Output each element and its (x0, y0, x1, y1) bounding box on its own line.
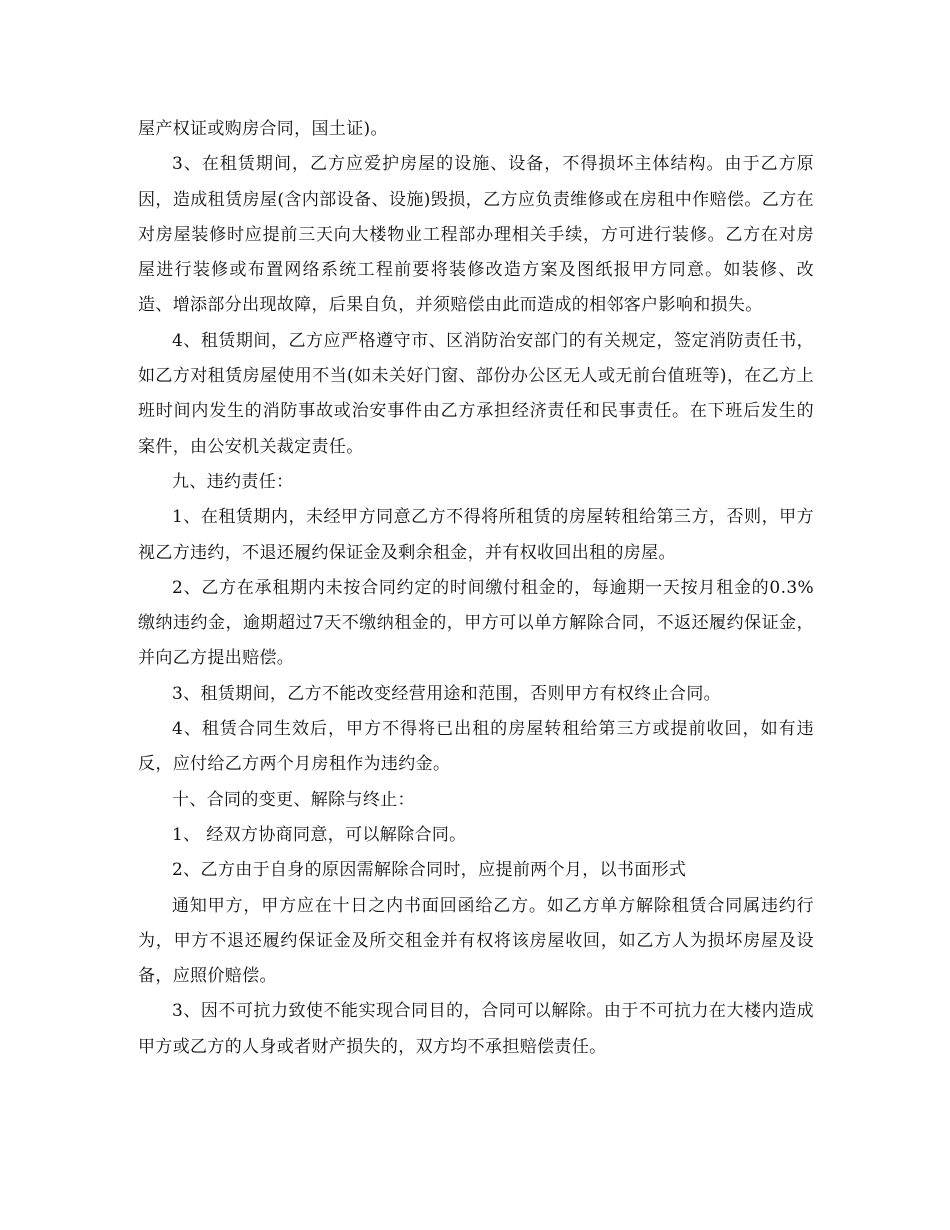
section-heading-termination: 十、合同的变更、解除与终止： (172, 789, 415, 810)
paragraph-clause-10-2: 2、乙方由于自身的原因需解除合同时，应提前两个月，以书面形式 (172, 860, 687, 881)
paragraph-clause-9-2: 2、乙方在承租期内未按合同约定的时间缴付租金的，每逾期一天按月租金的0.3%缴纳违约金，逾期超过7天不缴纳租金的，甲方可以单方解除合同，不返还履约保证金，并向乙方提出赔偿。 (138, 577, 814, 669)
paragraph-clause-8-4: 4、租赁期间，乙方应严格遵守市、区消防治安部门的有关规定，签定消防责任书，如乙方对租赁房屋使用不当(如未关好门窗、部份办公区无人或无前台值班等)，在乙方上班时间内发生的消防事故或治安事件由乙方承担经济责任和民事责任。在下班后发生的案件，由公安机关裁定责任。 (138, 330, 814, 457)
paragraph-clause-9-3: 3、租赁期间，乙方不能改变经营用途和范围，否则甲方有权终止合同。 (172, 683, 722, 704)
document-body (138, 112, 814, 1065)
paragraph-continuation: 屋产权证或购房合同，国土证)。 (138, 119, 388, 139)
section-heading-breach: 九、违约责任： (172, 471, 294, 492)
paragraph-clause-10-2-cont: 通知甲方，甲方应在十日之内书面回函给乙方。如乙方单方解除租赁合同属违约行为，甲方不退还履约保证金及所交租金并有权将该房屋收回，如乙方人为损坏房屋及设备，应照价赔偿。 (138, 895, 814, 987)
paragraph-clause-9-4: 4、租赁合同生效后，甲方不得将已出租的房屋转租给第三方或提前收回，如有违反，应付给乙方两个月房租作为违约金。 (138, 719, 814, 775)
paragraph-clause-8-3: 3、在租赁期间，乙方应爱护房屋的设施、设备，不得损坏主体结构。由于乙方原因，造成租赁房屋(含内部设备、设施)毁损，乙方应负责维修或在房租中作赔偿。乙方在对房屋装修时应提前三天向大楼物业工程部办理相关手续，方可进行装修。乙方在对房屋进行装修或布置网络系统工程前要将装修改造方案及图纸报甲方同意。如装修、改造、增添部分出现故障，后果自负，并须赔偿由此而造成的相邻客户影响和损失。 (138, 154, 814, 316)
paragraph-clause-9-1: 1、在租赁期内，未经甲方同意乙方不得将所租赁的房屋转租给第三方，否则，甲方视乙方违约，不退还履约保证金及剩余租金，并有权收回出租的房屋。 (138, 507, 814, 563)
paragraph-clause-10-3: 3、因不可抗力致使不能实现合同目的，合同可以解除。由于不可抗力在大楼内造成甲方或乙方的人身或者财产损失的，双方均不承担赔偿责任。 (138, 1001, 814, 1057)
paragraph-clause-10-1: 1、 经双方协商同意，可以解除合同。 (172, 824, 467, 845)
